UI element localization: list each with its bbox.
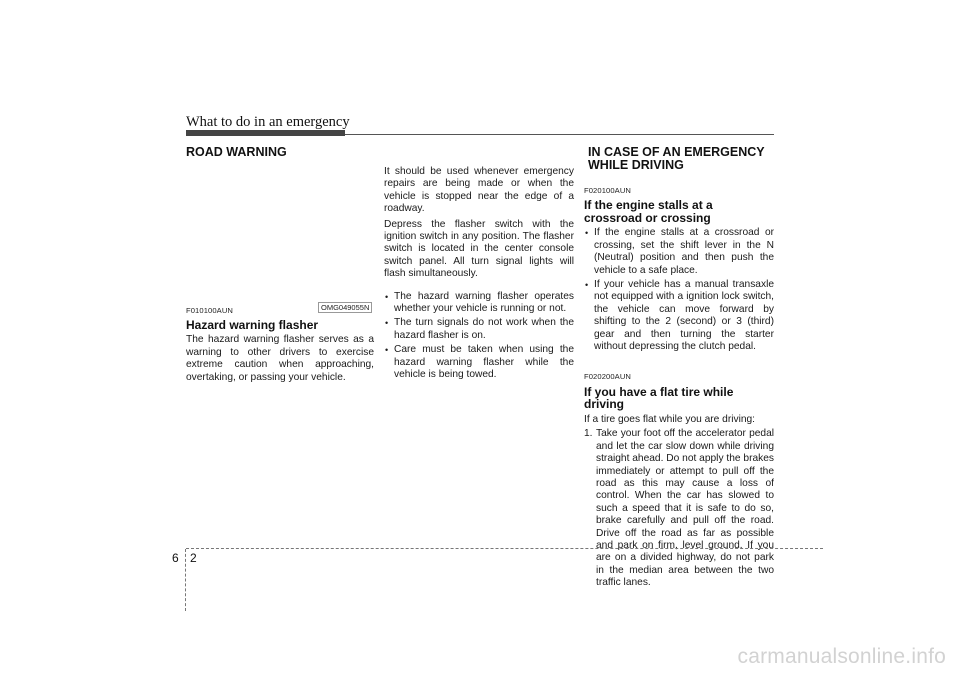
paragraph: If a tire goes flat while you are driving: xyxy=(584,413,756,425)
bullet-item: • If the engine stalls at a crossroad or crossing, set the shift lever in the N (Neutral) position and then push the vehicle to a safe place. xyxy=(584,227,774,277)
paragraph: The hazard warning flasher serves as a warning to other drivers to exercise extreme caution when approaching, overtaking, or passing your vehicle. xyxy=(186,334,374,383)
bullet-item: • The hazard warning flasher operates whether your vehicle is running or not. xyxy=(384,291,574,316)
header-rule-thick xyxy=(186,130,345,136)
numbered-item xyxy=(584,428,774,589)
subhead-engine-stalls: If the engine stalls at a crossroad or crossing xyxy=(584,198,713,225)
subhead-hazard-flasher: Hazard warning flasher xyxy=(186,317,319,332)
item-text: Take your foot off the accelerator pedal and let the car slow down while driving straight ahead. Do not apply the brakes immediately or attempt to pull off the road as this may cause a loss of control. When the car has slowed to such a speed that it is safe to do so, brake carefully and pull off the road. Drive off the road as far as possible and park on firm, level ground. If you are on a divided highway, do not park in the median area between the two traffic lanes. xyxy=(596,428,774,589)
item-number: 1. xyxy=(584,428,593,440)
chapter-title: What to do in an emergency xyxy=(186,114,350,130)
section-title-emergency: IN CASE OF AN EMERGENCY WHILE DRIVING xyxy=(588,145,765,172)
chapter-number: 6 xyxy=(172,551,179,565)
doc-code: F010100AUN xyxy=(186,305,234,315)
doc-code: F020100AUN xyxy=(584,186,632,195)
paragraph: It should be used whenever emergency repairs are being made or when the vehicle is stopped near the edge of a roadway. xyxy=(384,166,574,215)
doc-code: F020200AUN xyxy=(584,372,632,382)
bullet-item: • The turn signals do not work when the hazard flasher is on. xyxy=(384,317,574,342)
bullet-item: • Care must be taken when using the hazard warning flasher while the vehicle is being towed. xyxy=(384,344,574,381)
paragraph: Depress the flasher switch with the ignition switch in any position. The flasher switch is located in the center console switch panel. All turn signal lights will flash simultaneously. xyxy=(384,218,574,280)
column-1 xyxy=(186,146,374,384)
section-title-road-warning: ROAD WARNING xyxy=(186,145,287,159)
column-3 xyxy=(584,146,774,590)
image-placeholder xyxy=(186,159,374,291)
column-2 xyxy=(384,166,574,382)
bullet-item: • If your vehicle has a manual transaxle not equipped with a ignition lock switch, the vehicle can move forward by shifting to the 2 (second) or 3 (third) gear and then turning the starter without depressing the clutch pedal. xyxy=(584,279,774,353)
footer-rule xyxy=(186,548,823,549)
header-rule-thin xyxy=(345,134,774,135)
watermark: carmanualsonline.info xyxy=(737,645,946,668)
footer-vertical-rule xyxy=(185,549,186,611)
image-code-label: OMG049055N xyxy=(318,302,372,313)
subhead-flat-tire: If you have a flat tire while driving xyxy=(584,384,734,412)
page-number: 2 xyxy=(190,551,197,565)
